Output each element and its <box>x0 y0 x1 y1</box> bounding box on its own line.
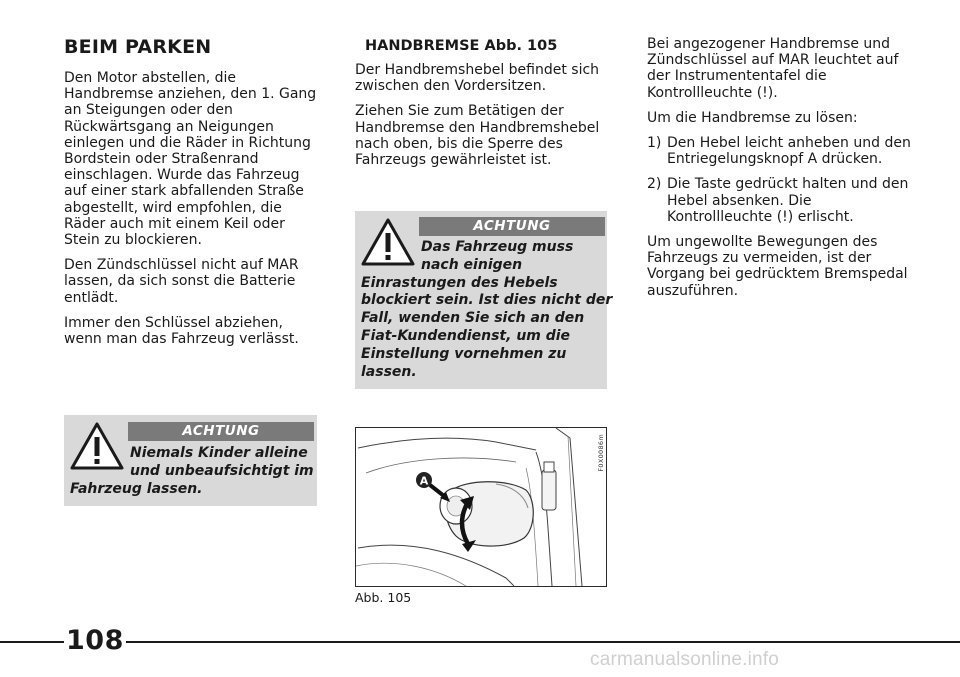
warning-line: Einstellung vornehmen zu <box>361 345 567 362</box>
figure-caption: Abb. 105 <box>355 590 412 605</box>
warning-line: und unbeaufsichtigt im <box>130 462 314 479</box>
paragraph: Bei angezogener Handbremse und Zündschlüssel auf MAR leuchtet auf der Instrumententafel die Kontrollleuchte (!). <box>647 36 899 101</box>
figure-code: F0X0086m <box>597 434 605 472</box>
warning-line: nach einigen <box>421 256 523 273</box>
warning-line: Fahrzeug lassen. <box>70 480 203 497</box>
column-3 <box>647 36 917 308</box>
warning-text <box>361 239 613 381</box>
figure-handbrake-lever <box>355 427 607 587</box>
warning-line: Fall, wenden Sie sich an den <box>361 310 585 327</box>
warning-box-handbrake <box>355 211 613 389</box>
paragraph: Der Handbremshebel befindet sich zwischen den Vordersitzen. <box>355 62 600 95</box>
column-2 <box>355 36 610 177</box>
list-item: 2) Die Taste gedrückt halten und den Hebel absenken. Die Kontrollleuchte (!) erlischt. <box>647 176 909 225</box>
watermark: carmanualsonline.info <box>590 649 780 670</box>
brake-warning-light-icon: (!) <box>776 208 794 225</box>
warning-line: lassen. <box>361 363 417 380</box>
footer-rule-left <box>0 641 64 643</box>
warning-title: ACHTUNG <box>419 217 605 236</box>
warning-text <box>70 445 315 498</box>
paragraph: Den Motor abstellen, die Handbremse anziehen, den 1. Gang an Steigungen oder den Rückwärtsgang an Neigungen einlegen und die Räder in Richtung Bordstein oder Straßenrand einschlagen. Wurde das Fahrzeug auf einer stark abfallenden Straße abgestellt, wird empfohlen, die Räder auch mit einem Keil oder Stein zu blockieren. <box>64 70 317 249</box>
paragraph: Um ungewollte Bewegungen des Fahrzeugs zu vermeiden, ist der Vorgang bei gedrücktem Bremspedal auszuführen. <box>647 234 908 299</box>
warning-title: ACHTUNG <box>128 422 314 441</box>
release-steps-list <box>647 135 917 225</box>
column-1 <box>64 36 319 356</box>
warning-line: Einrastungen des Hebels <box>361 274 558 291</box>
warning-box-children <box>64 415 317 506</box>
paragraph: Immer den Schlüssel abziehen, wenn man das Fahrzeug verlässt. <box>64 314 299 348</box>
warning-line: Das Fahrzeug muss <box>421 239 574 255</box>
brake-warning-light-icon: (!) <box>756 84 774 101</box>
warning-line: Fiat-Kundendienst, um die <box>361 327 571 344</box>
section-heading-parking: BEIM PARKEN <box>64 36 212 58</box>
section-heading-handbrake: HANDBREMSE Abb. 105 <box>365 38 558 54</box>
footer-rule-right <box>126 641 960 643</box>
warning-line: Niemals Kinder alleine <box>130 445 308 461</box>
figure-label-a: A <box>419 474 429 488</box>
paragraph: Um die Handbremse zu lösen: <box>647 109 858 126</box>
paragraph: Den Zündschlüssel nicht auf MAR lassen, da sich sonst die Batterie entlädt. <box>64 257 299 306</box>
paragraph: Ziehen Sie zum Betätigen der Handbremse den Handbremshebel nach oben, bis die Sperre des Fahrzeugs gewährleistet ist. <box>355 103 600 169</box>
warning-line: blockiert sein. Ist dies nicht der <box>361 292 613 309</box>
list-item: 1) Den Hebel leicht anheben und den Entriegelungsknopf A drücken. <box>647 135 911 168</box>
page-number: 108 <box>66 625 124 656</box>
handbrake-illustration <box>356 428 606 586</box>
